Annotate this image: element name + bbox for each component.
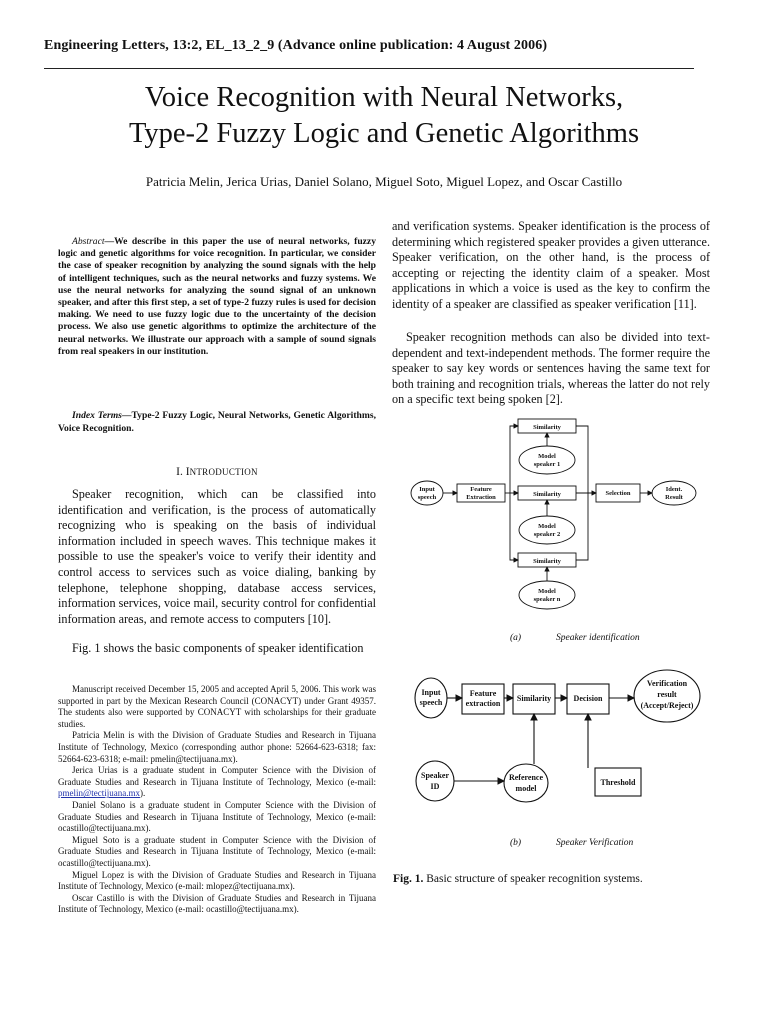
index-terms-label: Index Terms (72, 410, 122, 421)
model-speaker-1-node (519, 446, 575, 474)
fig-b-feature-line1: Feature (469, 689, 497, 698)
fig-a-similarity-n: Similarity (533, 558, 561, 565)
section-heading (58, 466, 376, 478)
index-terms-text: —Type-2 Fuzzy Logic, Neural Networks, Genetic Algorithms, Voice Recognition. (58, 410, 376, 434)
fig-b-caption-label: (b) (510, 838, 522, 848)
verif-reference-node (504, 764, 548, 802)
section-number: I. (176, 466, 183, 478)
email-link[interactable]: pmelin@tectijuana.mx (58, 788, 141, 799)
fig-a-feature-line1: Feature (470, 486, 492, 493)
fig-b-reference-line2: model (515, 784, 537, 793)
figure-caption-label: Fig. 1. (393, 873, 424, 885)
figure-speaker-verification (412, 668, 712, 853)
footnote-castillo: Oscar Castillo is with the Division of Graduate Studies and Research in Tijuana Institute of Technology, Mexico (e-mail: ocastillo@tectijuana.mx). (58, 892, 376, 915)
verif-speaker-id-node (416, 761, 454, 801)
fig-a-model2-line2: speaker 2 (533, 531, 561, 538)
fig-a-selection: Selection (605, 490, 631, 497)
index-terms (58, 410, 376, 435)
fig-b-result-line2: result (657, 690, 677, 699)
journal-header: Engineering Letters, 13:2, EL_13_2_9 (Advance online publication: 4 August 2006) (44, 38, 548, 53)
fig-a-input-line2: speech (417, 494, 437, 501)
figure-caption-text: Basic structure of speaker recognition systems. (423, 873, 643, 885)
right-paragraph-2: Speaker recognition methods can also be divided into text-dependent and text-independent methods. The former require the speaker to say key words or sentences having the same text for both training and recognition trials, whereas the latter do not rely on a specific text being spoken [2]. (392, 330, 710, 407)
footnote-melin: Patricia Melin is with the Division of Graduate Studies and Research in Tijuana Institute of Technology, Mexico (corresponding author phone: 52664-623-6318; fax: 52664-623-6318; e-mail: pmelin@tectijuana.mx). (58, 730, 376, 764)
title-line-2: Type-2 Fuzzy Logic and Genetic Algorithms (128, 118, 640, 149)
fig-a-input-line1: Input (419, 486, 435, 493)
footnote-urias: Jerica Urias is a graduate student in Computer Science with the Division of Graduate Studies and Research in Tijuana Institute of Technology, Mexico (e-mail: pmelin@tectijuana.mx). (58, 765, 376, 799)
fig-a-result-line2: Result (665, 494, 683, 501)
fig-a-caption-text: Speaker identification (556, 633, 640, 643)
section-title-rest: NTRODUCTION (189, 467, 258, 477)
right-paragraph-1: and verification systems. Speaker identification is the process of determining which registered speaker provides a given utterance. Speaker verification, on the other hand, is the process of accepting or rejecting the identity claim of a speaker. Most applications in which a voice is used as the key to confirm the identity of a speaker are classified as speaker verification [11]. (392, 219, 710, 311)
fig-a-modeln-line1: Model (538, 588, 556, 595)
paper-title (44, 80, 724, 152)
figure-caption (393, 873, 643, 885)
fig-b-result-line3: (Accept/Reject) (640, 701, 694, 710)
model-speaker-n-node (519, 581, 575, 609)
fig-a-caption-label: (a) (510, 633, 522, 643)
fig-b-feature-line2: extraction (465, 699, 501, 708)
fig-b-reference-line1: Reference (508, 773, 544, 782)
abstract-text: —We describe in this paper the use of neural networks, fuzzy logic and genetic algorithms for voice recognition. In particular, we consider the case of speaker recognition by analyzing the sound signals with the help of intelligent techniques, such as the neural networks and fuzzy systems. We use the neural networks for analyzing the sound signal of an unknown speaker, and after this first step, a set of type-2 fuzzy rules is used for decision making. We need to use fuzzy logic due to the uncertainty of the decision process. We also use genetic algorithms to optimize the architecture of the neural networks. We illustrate our approach with a sample of sound signals from real speakers in our institution. (58, 236, 376, 357)
ident-result-node (652, 481, 696, 505)
fig-b-result-line1: Verification (646, 679, 688, 688)
fig-b-similarity: Similarity (516, 694, 552, 703)
fig-b-speaker-id-line2: ID (430, 782, 440, 791)
fig-a-similarity-1: Similarity (533, 424, 561, 431)
title-line-1: Voice Recognition with Neural Networks, (144, 82, 624, 113)
section-title-first: I (185, 466, 190, 478)
fig-b-input-line2: speech (419, 698, 443, 707)
footnote-solano: Daniel Solano is a graduate student in Computer Science with the Division of Graduate Studies and Research in Tijuana Institute of Technology, Mexico (e-mail: ocastillo@tectijuana.mx). (58, 799, 376, 834)
fig-a-modeln-line2: speaker n (533, 596, 561, 603)
abstract (58, 236, 376, 358)
fig-a-feature-line2: Extraction (466, 494, 496, 501)
fig-b-input-line1: Input (421, 688, 441, 697)
fig-b-caption-text: Speaker Verification (556, 838, 634, 848)
intro-paragraph-1: Speaker recognition, which can be classified into identification and verification, is the process of automatically recognizing who is speaking on the basis of individual information included in speech waves. This technique makes it possible to use the speaker's voice to verify their identity and control access to services such as voice dialing, banking by telephone, telephone shopping, database access services, information services, voice mail, security control for confidential information areas, and remote access to computers [10]. (58, 487, 376, 626)
footnote-lopez: Miguel Lopez is with the Division of Graduate Studies and Research in Tijuana Institute of Technology, Mexico (e-mail: mlopez@tectijuana.mx). (58, 869, 376, 892)
input-speech-node (411, 481, 443, 505)
intro-paragraph-2: Fig. 1 shows the basic components of speaker identification (72, 641, 364, 655)
model-speaker-2-node (519, 516, 575, 544)
abstract-label: Abstract (72, 236, 105, 247)
fig-a-model1-line2: speaker 1 (533, 461, 561, 468)
footnote-soto: Miguel Soto is a graduate student in Computer Science with the Division of Graduate Studies and Research in Tijuana Institute of Technology, Mexico (e-mail: ocastillo@tectijuana.mx). (58, 834, 376, 868)
author-list: Patricia Melin, Jerica Urias, Daniel Solano, Miguel Soto, Miguel Lopez, and Oscar Castillo (145, 174, 623, 189)
fig-b-decision: Decision (573, 694, 603, 703)
fig-b-speaker-id-line1: Speaker (421, 771, 449, 780)
header-rule (44, 68, 694, 69)
fig-a-model2-line1: Model (538, 523, 556, 530)
fig-a-similarity-2: Similarity (533, 491, 561, 498)
footnote-received: Manuscript received December 15, 2005 and accepted April 5, 2006. This work was supported in part by the Mexican Research Council (CONACYT) under Grant 49357. The students also were supported by CONACYT with scholarships for their graduate studies. (58, 684, 376, 729)
footnotes (58, 684, 376, 916)
figure-speaker-identification (410, 412, 720, 652)
fig-b-threshold: Threshold (600, 778, 636, 787)
fig-a-result-line1: Ident. (665, 486, 683, 493)
fig-a-model1-line1: Model (538, 453, 556, 460)
